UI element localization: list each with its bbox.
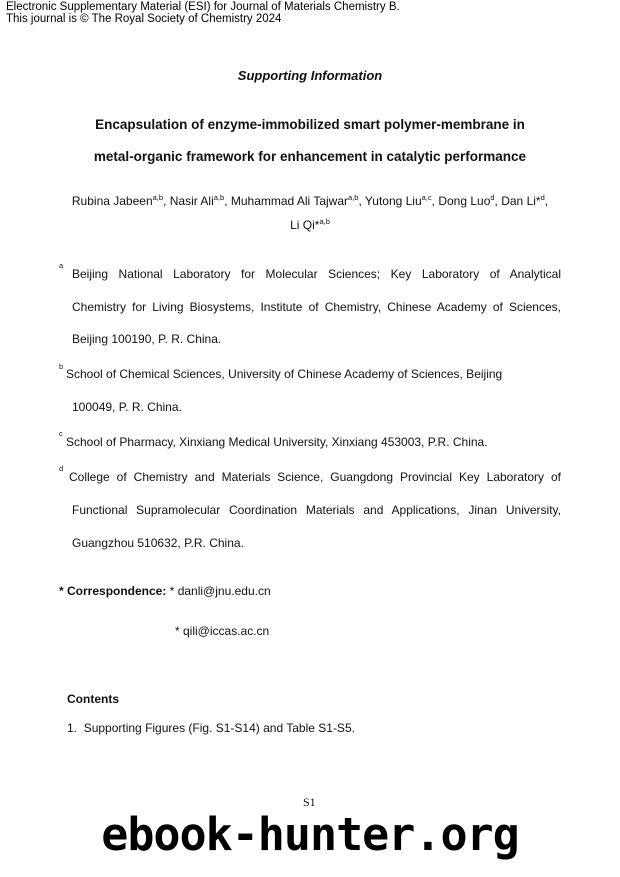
affiliation-a-line-2: Chemistry for Living Biosystems, Institute of Chemistry, Chinese Academy of Sciences,: [72, 300, 561, 314]
affiliation-d-line-2: Functional Supramolecular Coordination Materials and Applications, Jinan University,: [72, 503, 561, 517]
page-number: S1: [303, 795, 316, 809]
author: Rubina Jabeen$^{a,b}$,: [71, 193, 170, 208]
contents-item-text: Supporting Figures (Fig. S1-S14) and Table S1-S5.: [83, 721, 355, 735]
correspondence-line-1: [59, 584, 271, 598]
affiliation-a-line-1: Beijing National Laboratory for Molecular Sciences; Key Laboratory of Analytical: [72, 267, 561, 281]
affiliation-a-line-3: Beijing 100190, P. R. China.: [72, 332, 222, 346]
author: Li Qi*$^{a,b}$: [290, 217, 330, 232]
affiliation-d-line-1: College of Chemistry and Materials Science, Guangdong Provincial Key Laboratory of: [69, 470, 561, 484]
paper-title-line-2: metal-organic framework for enhancement in catalytic performance: [93, 149, 527, 164]
contents-item-1: [67, 721, 355, 735]
author: Muhammad Ali Tajwar$^{a,b}$,: [230, 193, 365, 208]
paper-title-line-1: Encapsulation of enzyme-immobilized smart polymer-membrane in: [95, 117, 525, 132]
author: Dong Luo$^d$,: [438, 193, 502, 208]
correspondence-label: * Correspondence:: [59, 584, 167, 598]
author: Dan Li*$^d$,: [501, 193, 549, 208]
supporting-information-heading: Supporting Information: [237, 68, 383, 83]
watermark-text: ebook-hunter.org: [101, 808, 519, 861]
affiliation-b-line-1: School of Chemical Sciences, University of Chinese Academy of Sciences, Beijing: [66, 367, 503, 381]
affiliation-b-line-2: 100049, P. R. China.: [72, 400, 182, 414]
contents-item-number: 1.: [67, 721, 78, 735]
affiliation-c-line-1: School of Pharmacy, Xinxiang Medical University, Xinxiang 453003, P.R. China.: [66, 435, 488, 449]
author-list-line-2: [0, 218, 620, 232]
author: Nasir Ali$^{a,b}$,: [169, 193, 231, 208]
affiliation-d-line-3: Guangzhou 510632, P.R. China.: [72, 536, 244, 550]
contents-heading: Contents: [67, 692, 119, 706]
copyright-header-line-2: This journal is © The Royal Society of Chemistry 2024: [6, 13, 282, 25]
esi-header-line-1: Electronic Supplementary Material (ESI) for Journal of Materials Chemistry B.: [6, 1, 400, 13]
author-list-line-1: [0, 194, 620, 208]
correspondence-email-danli: * danli@jnu.edu.cn: [169, 584, 271, 598]
author: Yutong Liu$^{a,c}$,: [364, 193, 439, 208]
correspondence-email-qili: * qili@iccas.ac.cn: [175, 624, 270, 638]
